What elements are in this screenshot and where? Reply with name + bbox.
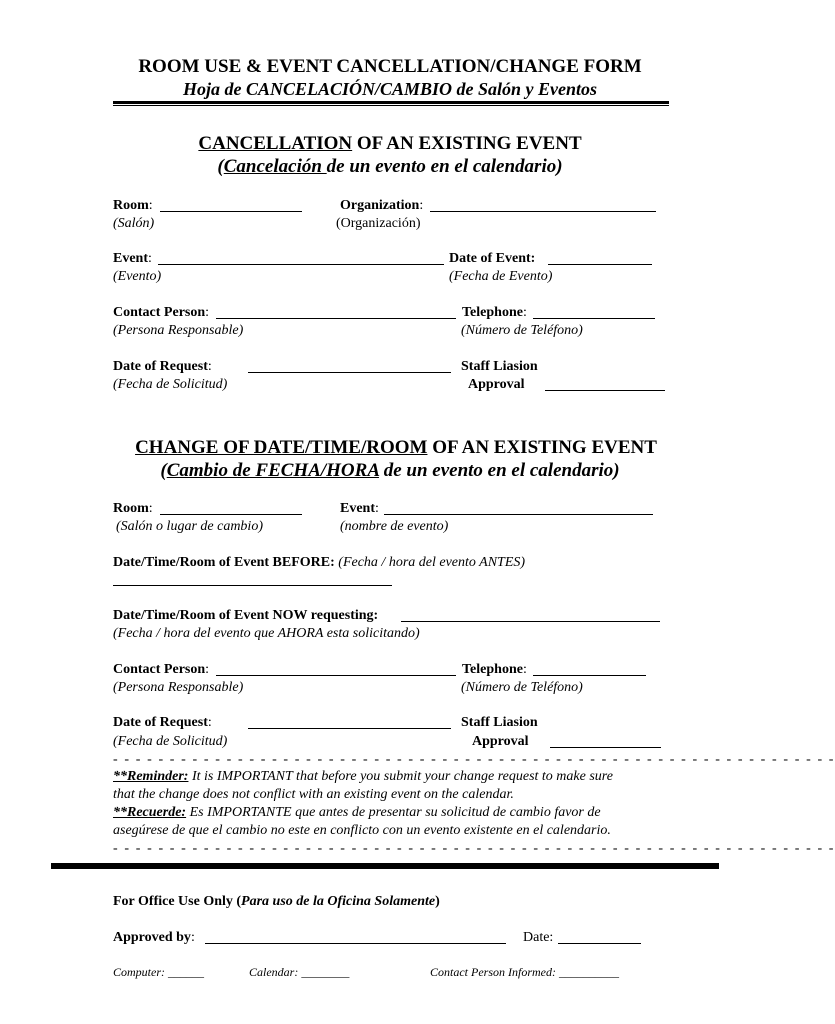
event-es-label: (Evento): [113, 269, 162, 284]
change-event-field[interactable]: [384, 514, 653, 515]
change-approval-label: Approval: [472, 734, 529, 749]
reminder-es-line2: asegúrese de que el cambio no este en conflicto con un evento existente en el calendario.: [113, 823, 611, 838]
reminder-en-line1: **Reminder: It is IMPORTANT that before you submit your change request to make sure: [113, 769, 613, 784]
header-rule: [113, 101, 669, 106]
now-requesting-es-label: (Fecha / hora del evento que AHORA esta solicitando): [113, 626, 420, 641]
form-title: ROOM USE & EVENT CANCELLATION/CHANGE FORM: [138, 56, 642, 77]
date-of-request-field[interactable]: [248, 372, 451, 373]
room-field[interactable]: [160, 211, 302, 212]
change-date-of-request-field[interactable]: [248, 728, 451, 729]
change-telephone-label: Telephone:: [462, 662, 527, 677]
change-date-of-request-label: Date of Request:: [113, 715, 212, 730]
approved-by-field[interactable]: [205, 943, 506, 944]
approval-field[interactable]: [545, 390, 665, 391]
contact-person-field[interactable]: [216, 318, 456, 319]
thick-divider: [51, 863, 719, 869]
change-contact-person-label: Contact Person:: [113, 662, 210, 677]
now-requesting-field[interactable]: [401, 621, 660, 622]
room-label: Room:: [113, 198, 153, 213]
change-room-es-label: (Salón o lugar de cambio): [116, 519, 263, 534]
change-heading: CHANGE OF DATE/TIME/ROOM OF AN EXISTING EVENT: [135, 437, 657, 458]
room-es-label: (Salón): [113, 216, 155, 231]
contact-person-label: Contact Person:: [113, 305, 210, 320]
cancellation-subheading: (Cancelación de un evento en el calendario): [217, 156, 563, 177]
reminder-es-line1: **Recuerde: Es IMPORTANTE que antes de presentar su solicitud de cambio favor de: [113, 805, 601, 820]
change-room-field[interactable]: [160, 514, 302, 515]
contact-informed-label: Contact Person Informed: __________: [430, 965, 619, 979]
dashed-divider-bottom: - - - - - - - - - - - - - - - - - - - - - - - - - - - - - - - - - - - - - - - - - - - - - - - - - - - - - - - - - - - - - - - -: [113, 841, 835, 856]
change-event-label: Event:: [340, 501, 379, 516]
change-telephone-field[interactable]: [533, 675, 646, 676]
form-subtitle: Hoja de CANCELACIÓN/CAMBIO de Salón y Eventos: [182, 79, 598, 99]
before-label: Date/Time/Room of Event BEFORE: (Fecha / hora del evento ANTES): [113, 555, 526, 570]
event-label: Event:: [113, 251, 152, 266]
office-date-field[interactable]: [558, 943, 641, 944]
office-date-label: Date:: [523, 930, 554, 945]
computer-label: Computer: ______: [113, 965, 204, 979]
change-contact-person-es-label: (Persona Responsable): [113, 680, 244, 695]
date-of-event-label: Date of Event:: [449, 251, 536, 266]
date-of-request-label: Date of Request:: [113, 359, 212, 374]
change-contact-person-field[interactable]: [216, 675, 456, 676]
before-field[interactable]: [113, 585, 392, 586]
date-of-event-es-label: (Fecha de Evento): [449, 269, 553, 284]
change-event-es-label: (nombre de evento): [340, 519, 449, 534]
calendar-label: Calendar: ________: [249, 965, 350, 979]
reminder-en-line2: that the change does not conflict with an existing event on the calendar.: [113, 787, 514, 802]
change-telephone-es-label: (Número de Teléfono): [461, 680, 583, 695]
change-date-of-request-es-label: (Fecha de Solicitud): [113, 734, 228, 749]
organization-label: Organization:: [340, 198, 424, 213]
change-staff-liaison-label: Staff Liasion: [461, 715, 538, 730]
change-approval-field[interactable]: [550, 747, 661, 748]
organization-es-label: (Organización): [336, 216, 421, 231]
telephone-field[interactable]: [533, 318, 655, 319]
now-requesting-label: Date/Time/Room of Event NOW requesting:: [113, 608, 379, 623]
staff-liaison-label: Staff Liasion: [461, 359, 538, 374]
approved-by-label: Approved by:: [113, 930, 195, 945]
change-room-label: Room:: [113, 501, 153, 516]
date-of-event-field[interactable]: [548, 264, 652, 265]
organization-field[interactable]: [430, 211, 656, 212]
approval-label: Approval: [468, 377, 525, 392]
office-use-heading: For Office Use Only (Para uso de la Oficina Solamente): [113, 894, 440, 909]
change-subheading: (Cambio de FECHA/HORA de un evento en el calendario): [160, 460, 620, 481]
dashed-divider-top: - - - - - - - - - - - - - - - - - - - - - - - - - - - - - - - - - - - - - - - - - - - - - - - - - - - - - - - - - - - - - - - -: [113, 752, 835, 767]
telephone-label: Telephone:: [462, 305, 527, 320]
cancellation-heading: CANCELLATION OF AN EXISTING EVENT: [198, 133, 582, 154]
event-field[interactable]: [158, 264, 444, 265]
contact-person-es-label: (Persona Responsable): [113, 323, 244, 338]
date-of-request-es-label: (Fecha de Solicitud): [113, 377, 228, 392]
telephone-es-label: (Número de Teléfono): [461, 323, 583, 338]
